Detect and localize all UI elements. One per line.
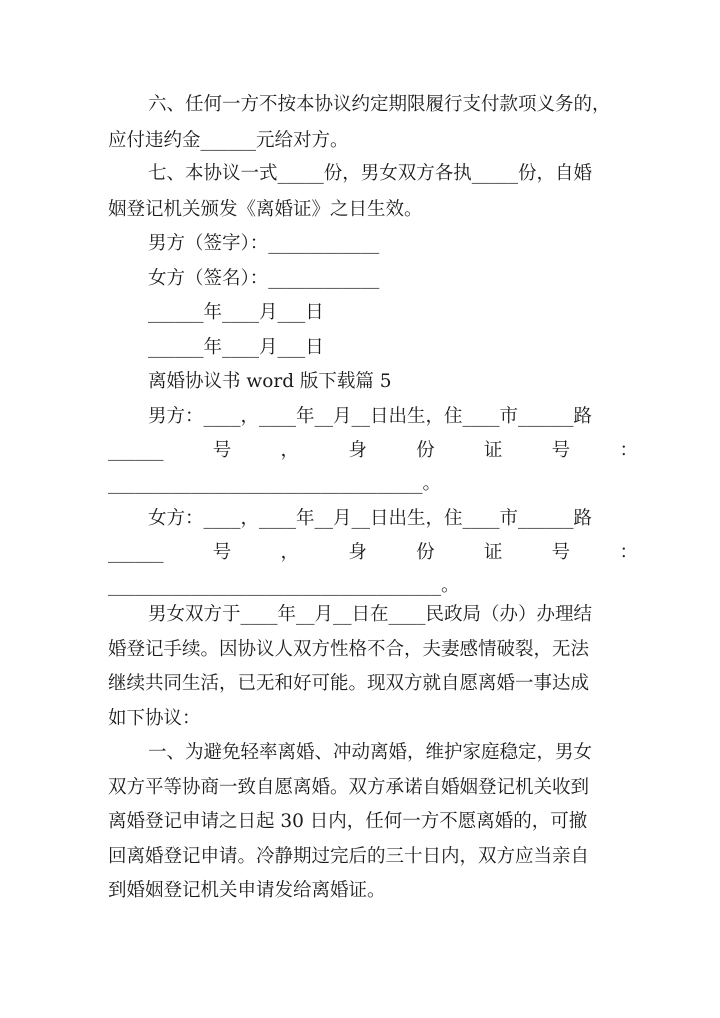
female-party-part-7: ： [619,542,638,563]
clause-7-line-1: 七、本协议一式_____份，男女双方各执_____份，自婚 [148,163,593,184]
male-party-part-7: ： [619,440,638,461]
clause-1-line-1: 一、为避免轻率离婚、冲动离婚，维护家庭稳定，男女 [148,742,593,763]
date-line-1: ______年____月___日 [148,302,324,323]
clause-1-line-2: 双方平等协商一致自愿离婚。双方承诺自婚姻登记机关收到 [108,777,590,798]
male-party-line-3: __________________________________。 [108,473,442,494]
male-party-part-0: ______ [108,440,164,461]
female-party-part-0: ______ [108,542,164,563]
female-party-part-3: 身 [348,542,367,563]
date-line-2: ______年____月___日 [148,337,324,358]
clause-7-line-2: 姻登记机关颁发《离婚证》之日生效。 [108,199,423,220]
clause-6-line-2: 应付违约金______元给对方。 [108,130,349,151]
male-party-line-1: 男方：____，____年__月__日出生，住____市______路 [148,406,593,427]
intro-line-4: 如下协议： [108,708,201,729]
intro-line-3: 继续共同生活，已无和好可能。现双方就自愿离婚一事达成 [108,673,590,694]
male-party-part-4: 份 [416,440,435,461]
clause-1-line-5: 到婚姻登记机关申请发给离婚证。 [108,880,386,901]
female-party-part-5: 证 [483,542,503,563]
clause-6-line-1: 六、任何一方不按本协议约定期限履行支付款项义务的， [148,94,611,115]
intro-line-2: 婚登记手续。因协议人双方性格不合，夫妻感情破裂，无法 [108,639,590,660]
male-party-part-6: 号 [551,440,571,461]
female-signature-line: 女方（签名）：____________ [148,268,380,289]
female-party-part-1: 号 [212,542,232,563]
female-party-part-4: 份 [416,542,435,563]
female-party-line-2 [108,536,638,570]
male-signature-line: 男方（签字）：____________ [148,233,380,254]
female-party-part-6: 号 [551,542,571,563]
female-party-part-2: ， [280,542,300,563]
female-party-line-3: ____________________________________。 [108,575,460,596]
male-party-part-1: 号 [212,440,232,461]
male-party-part-3: 身 [348,440,367,461]
male-party-part-2: ， [280,440,300,461]
section-title: 离婚协议书 word 版下载篇 5 [148,371,392,392]
clause-1-line-3: 离婚登记申请之日起 30 日内，任何一方不愿离婚的，可撤 [108,811,588,832]
intro-line-1: 男女双方于____年__月__日在____民政局（办）办理结 [148,604,593,625]
clause-1-line-4: 回离婚登记申请。冷静期过完后的三十日内，双方应当亲自 [108,846,590,867]
male-party-line-2 [108,434,638,468]
female-party-line-1: 女方：____，____年__月__日出生，住____市______路 [148,508,593,529]
male-party-part-5: 证 [483,440,503,461]
